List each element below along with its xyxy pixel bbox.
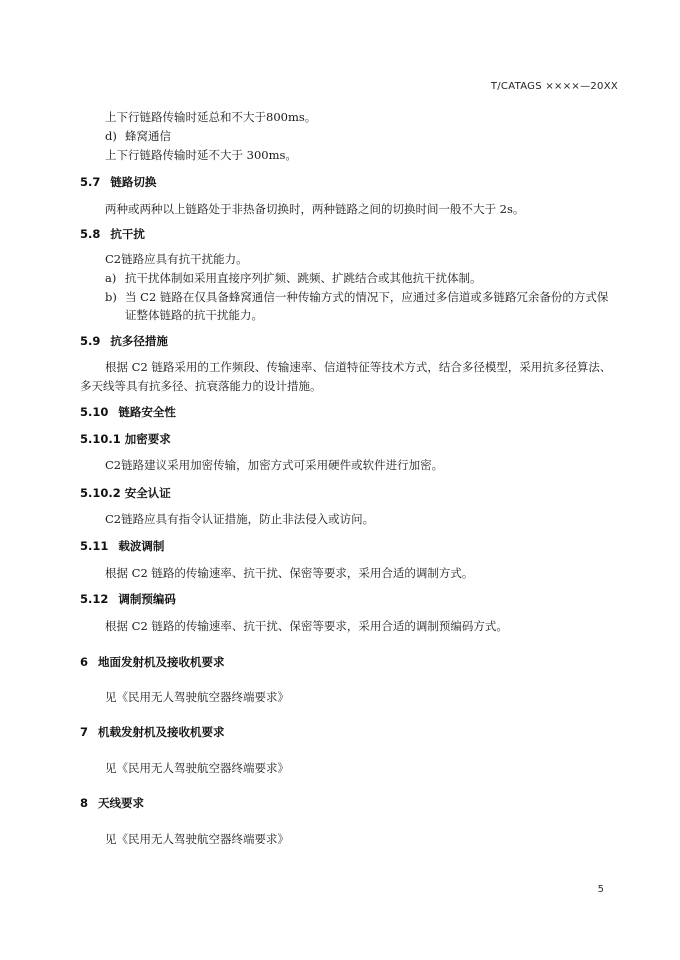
paragraph: C2链路应具有抗干扰能力。 xyxy=(105,252,248,266)
paragraph: 根据 C2 链路的传输速率、抗干扰、保密等要求，采用合适的调制预编码方式。 xyxy=(105,619,508,633)
paragraph-continued: 多天线等具有抗多径、抗衰落能力的设计措施。 xyxy=(80,379,322,393)
list-item-b-continued: 证整体链路的抗干扰能力。 xyxy=(125,308,263,322)
paragraph: 见《民用无人驾驶航空器终端要求》 xyxy=(105,690,289,704)
section-title: 链路安全性 xyxy=(118,405,176,419)
list-text: 蜂窝通信 xyxy=(125,129,171,143)
section-title: 天线要求 xyxy=(98,796,145,810)
list-label: a) xyxy=(105,271,117,285)
section-number: 8 xyxy=(80,796,89,810)
section-title: 抗干扰 xyxy=(110,227,145,241)
section-number: 5.12 xyxy=(80,592,109,606)
paragraph: 根据 C2 链路的传输速率、抗干扰、保密等要求，采用合适的调制方式。 xyxy=(105,566,474,580)
paragraph: 两种或两种以上链路处于非热备切换时，两种链路之间的切换时间一般不大于 2s。 xyxy=(105,202,525,216)
section-heading-5-8 xyxy=(80,227,145,242)
paragraph: 见《民用无人驾驶航空器终端要求》 xyxy=(105,761,289,775)
paragraph: 见《民用无人驾驶航空器终端要求》 xyxy=(105,832,289,846)
section-heading-5-10-2 xyxy=(80,486,171,501)
section-number: 7 xyxy=(80,725,89,739)
section-heading-8 xyxy=(80,796,144,811)
list-item-b xyxy=(105,290,608,305)
section-number: 5.8 xyxy=(80,227,101,241)
list-text: 当 C2 链路在仅具备蜂窝通信一种传输方式的情况下，应通过多信道或多链路冗余备份的方式保 xyxy=(125,290,609,304)
list-item-d xyxy=(105,129,171,144)
list-label: b) xyxy=(105,290,117,304)
section-title: 抗多径措施 xyxy=(110,334,168,348)
section-title: 机载发射机及接收机要求 xyxy=(98,725,225,739)
section-title: 链路切换 xyxy=(110,175,157,189)
section-heading-5-10-1 xyxy=(80,432,171,447)
section-number: 5.10.2 xyxy=(80,486,121,500)
section-heading-5-7 xyxy=(80,175,156,190)
section-number: 5.7 xyxy=(80,175,101,189)
section-title: 安全认证 xyxy=(124,486,171,500)
header-rule xyxy=(80,97,618,98)
section-number: 5.10.1 xyxy=(80,432,121,446)
page-number: 5 xyxy=(597,884,604,895)
section-title: 地面发射机及接收机要求 xyxy=(98,655,225,669)
list-label: d) xyxy=(105,129,117,143)
section-number: 6 xyxy=(80,655,89,669)
section-heading-5-10 xyxy=(80,405,176,420)
section-number: 5.10 xyxy=(80,405,109,419)
paragraph: 根据 C2 链路采用的工作频段、传输速率、信道特征等技术方式，结合多径模型，采用抗多径算法、 xyxy=(105,360,612,374)
paragraph: C2链路应具有指令认证措施，防止非法侵入或访问。 xyxy=(105,512,375,526)
section-title: 调制预编码 xyxy=(118,592,176,606)
section-heading-5-12 xyxy=(80,592,176,607)
section-title: 载波调制 xyxy=(118,539,165,553)
section-number: 5.11 xyxy=(80,539,109,553)
text-line: 上下行链路传输时延不大于 300ms。 xyxy=(105,148,297,162)
document-id-header: T/CATAGS ××××—20XX xyxy=(490,81,618,92)
section-number: 5.9 xyxy=(80,334,101,348)
section-heading-5-9 xyxy=(80,334,168,349)
paragraph: C2链路建议采用加密传输，加密方式可采用硬件或软件进行加密。 xyxy=(105,458,444,472)
list-text: 抗干扰体制如采用直接序列扩频、跳频、扩跳结合或其他抗干扰体制。 xyxy=(125,271,482,285)
text-line: 上下行链路传输时延总和不大于800ms。 xyxy=(105,110,317,124)
section-heading-6 xyxy=(80,655,225,670)
section-title: 加密要求 xyxy=(124,432,171,446)
section-heading-5-11 xyxy=(80,539,164,554)
list-item-a xyxy=(105,271,482,286)
section-heading-7 xyxy=(80,725,225,740)
